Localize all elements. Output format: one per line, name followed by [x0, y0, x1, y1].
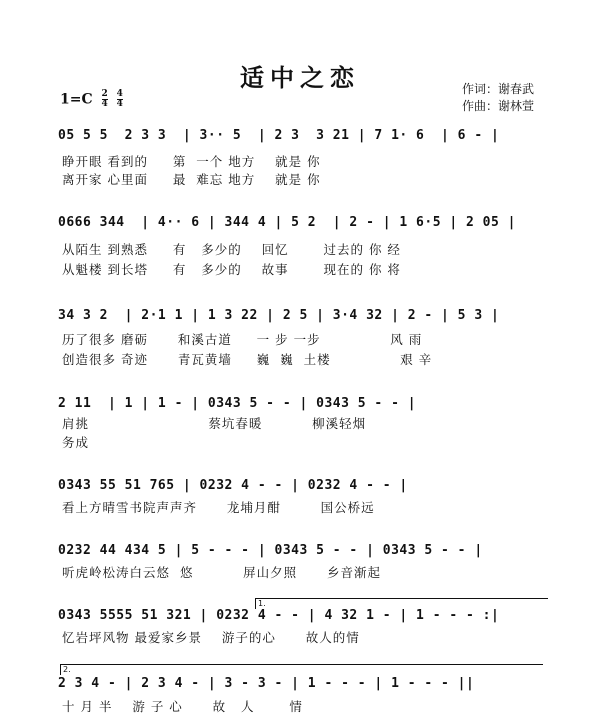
lyrics-4-verse-2: 务成 — [62, 435, 90, 450]
time-signature-2: $\frac{4}{4}$ — [116, 89, 123, 109]
time-signature-1: $\frac{2}{4}$ — [101, 89, 108, 109]
lyrics-2-verse-1: 从陌生 到熟悉 有 多少的 回忆 过去的 你 经 — [62, 242, 401, 257]
lyrics-1-verse-2: 离开家 心里面 最 难忘 地方 就是 你 — [62, 172, 321, 187]
notation-row-3: 34 3 2 | 2·1 1 | 1 3 22 | 2 5 | 3·4 32 | 2 - | 5 3 | — [58, 308, 500, 323]
volta-1: 1. — [255, 598, 548, 609]
notation-row-6: 0232 44 434 5 | 5 - - - | 0343 5 - - | 0343 5 - - | — [58, 543, 483, 558]
key-label: 1=C — [60, 91, 93, 108]
notation-row-4: 2 11 | 1 | 1 - | 0343 5 - - | 0343 5 - - | — [58, 396, 417, 411]
notation-row-5: 0343 55 51 765 | 0232 4 - - | 0232 4 - - | — [58, 478, 408, 493]
lyrics-3-verse-1: 历了很多 磨砺 和溪古道 一 步 一步 风 雨 — [62, 332, 423, 347]
volta-2: 2. — [60, 664, 543, 675]
lyrics-2-verse-2: 从魁楼 到长塔 有 多少的 故事 现在的 你 将 — [62, 262, 401, 277]
lyrics-4-verse-1: 肩挑 蔡坑春暖 柳溪轻烟 — [62, 416, 367, 431]
notation-row-2: 0666 344 | 4·· 6 | 344 4 | 5 2 | 2 - | 1 6·5 | 2 05 | — [58, 215, 516, 230]
song-title: 适中之恋 — [240, 63, 360, 92]
lyrics-5: 看上方晴雪书院声声齐 龙埔月酣 国公桥远 — [62, 500, 375, 515]
notation-row-1: 05 5 5 2 3 3 | 3·· 5 | 2 3 3 21 | 7 1· 6 | 6 - | — [58, 128, 500, 143]
notation-row-8: 2 3 4 - | 2 3 4 - | 3 - 3 - | 1 - - - | 1 - - - || — [58, 676, 475, 691]
notation-row-7: 0343 5555 51 321 | 0232 4 - - | 4 32 1 - | 1 - - - :| — [58, 608, 500, 623]
lyrics-7: 忆岩坪风物 最爱家乡景 游子的心 故人的情 — [62, 630, 360, 645]
lyricist-credit: 作词：谢春武 — [462, 82, 535, 96]
composer-credit: 作曲：谢林萱 — [462, 99, 535, 113]
key-signature — [60, 90, 123, 109]
lyrics-8: 十 月 半 游 子 心 故 人 情 — [62, 699, 303, 714]
lyrics-6: 听虎岭松涛白云悠 悠 屏山夕照 乡音渐起 — [62, 565, 382, 580]
lyrics-1-verse-1: 睁开眼 看到的 第 一个 地方 就是 你 — [62, 154, 321, 169]
lyrics-3-verse-2: 创造很多 奇迹 青瓦黄墙 巍 巍 土楼 艰 辛 — [62, 352, 433, 367]
